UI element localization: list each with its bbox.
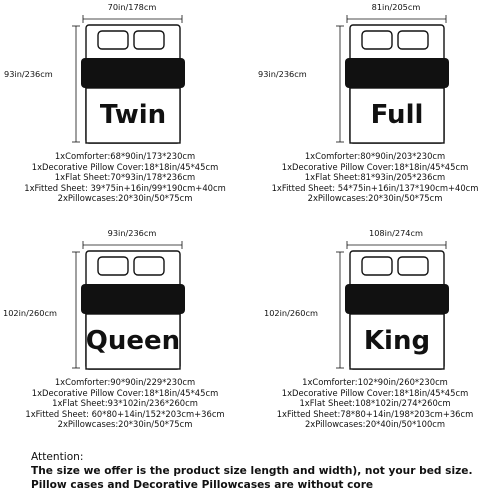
dimension-line-icon — [83, 241, 182, 249]
width-label: 81in/205cm — [371, 2, 421, 12]
dimension-line-icon — [347, 15, 446, 23]
dimension-line-icon — [336, 252, 344, 368]
spec-list — [250, 377, 500, 430]
pillow-icon — [98, 257, 128, 275]
size-name: King — [363, 326, 431, 356]
size-name: Queen — [85, 326, 181, 356]
pillow-icon — [134, 31, 164, 49]
spec-line: 1xComforter:102*90in/260*230cm — [302, 377, 448, 387]
spec-line: 1xFlat Sheet:81*93in/205*236cm — [304, 172, 446, 183]
pillow-icon — [362, 257, 392, 275]
spec-line: 1xDecorative Pillow Cover:18*18in/45*45cm — [31, 387, 219, 398]
length-label: 93in/236cm — [258, 69, 307, 79]
size-panel-queen — [0, 226, 250, 472]
pillow-icon — [362, 31, 392, 49]
pillow-icon — [134, 257, 164, 275]
size-panel-king — [250, 226, 500, 472]
size-name: Full — [370, 100, 424, 130]
pillow-icon — [398, 257, 428, 275]
spec-line: 1xComforter:68*90in/173*230cm — [54, 151, 196, 161]
spec-line: 1xFitted Sheet:78*80+14in/198*203cm+36cm — [276, 408, 474, 419]
dimension-line-icon — [336, 26, 344, 142]
length-label: 102in/260cm — [3, 308, 57, 318]
spec-line: 1xFlat Sheet:93*102in/236*260cm — [52, 398, 198, 409]
spec-line: 1xDecorative Pillow Cover:18*18in/45*45cm — [31, 161, 219, 172]
spec-line: 1xDecorative Pillow Cover:18*18in/45*45cm — [281, 161, 469, 172]
bed-diagram-twin — [0, 0, 250, 246]
spec-line: 1xComforter:80*90in/203*230cm — [304, 151, 446, 161]
length-label: 102in/260cm — [264, 308, 318, 318]
spec-line: 2xPillowcases:20*30in/50*75cm — [307, 193, 443, 204]
spec-line: 1xFitted Sheet: 54*75in+16in/137*190cm+40cm — [271, 182, 479, 193]
spec-list — [250, 151, 500, 204]
dimension-line-icon — [347, 241, 446, 249]
spec-line: 2xPillowcases:20*40in/50*100cm — [304, 419, 446, 430]
bed-diagram-queen — [0, 226, 250, 472]
bed-diagram-king — [250, 226, 500, 472]
size-panel-full — [250, 0, 500, 246]
spec-line: 1xFlat Sheet:70*93in/178*236cm — [54, 172, 196, 183]
pillow-icon — [98, 31, 128, 49]
bed-diagram-full — [250, 0, 500, 246]
spec-list — [0, 151, 250, 204]
dimension-line-icon — [83, 15, 182, 23]
size-name: Twin — [99, 100, 167, 130]
spec-line: 1xFitted Sheet: 60*80+14in/152*203cm+36cm — [25, 408, 225, 419]
width-label: 93in/236cm — [107, 228, 157, 238]
pillow-icon — [398, 31, 428, 49]
spec-line: 1xDecorative Pillow Cover:18*18in/45*45cm — [281, 387, 469, 398]
attention-note — [31, 450, 491, 492]
width-label: 70in/178cm — [107, 2, 157, 12]
attention-line: The size we offer is the product size length and width), not your bed size. — [31, 465, 473, 477]
spec-list — [0, 377, 250, 430]
attention-line: Pillow cases and Decorative Pillowcases are without core — [31, 479, 374, 491]
spec-line: 1xComforter:90*90in/229*230cm — [54, 377, 196, 387]
spec-line: 2xPillowcases:20*30in/50*75cm — [57, 419, 193, 430]
spec-line: 2xPillowcases:20*30in/50*75cm — [57, 193, 193, 204]
spec-line: 1xFlat Sheet:108*102in/274*260cm — [299, 398, 451, 409]
attention-title: Attention: — [31, 451, 84, 463]
width-label: 108in/274cm — [369, 228, 423, 238]
size-panel-twin — [0, 0, 250, 246]
spec-line: 1xFitted Sheet: 39*75in+16in/99*190cm+40cm — [24, 182, 226, 193]
dimension-line-icon — [72, 26, 80, 142]
dimension-line-icon — [72, 252, 80, 368]
length-label: 93in/236cm — [4, 69, 53, 79]
